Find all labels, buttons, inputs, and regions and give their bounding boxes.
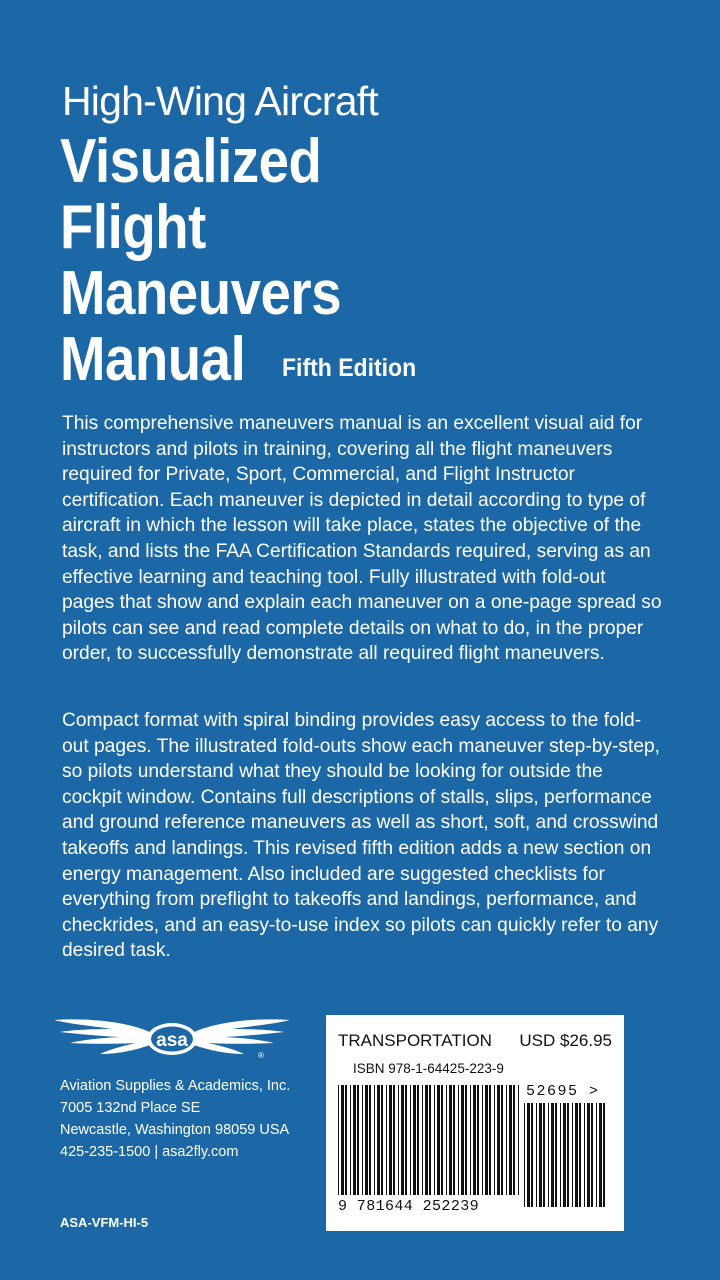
barcode-bar xyxy=(453,1085,455,1195)
winged-asa-logo-icon xyxy=(52,1012,292,1073)
barcode-bar xyxy=(465,1085,467,1195)
publisher-address xyxy=(60,1075,290,1163)
barcode-bar xyxy=(575,1103,578,1207)
cover-subtitle: High-Wing Aircraft xyxy=(62,78,378,124)
barcode-bar xyxy=(369,1085,371,1195)
price-barcode-box xyxy=(326,1015,624,1231)
barcode-bar xyxy=(501,1085,503,1195)
publisher-contact: 425-235-1500 | asa2fly.com xyxy=(60,1144,239,1160)
barcode-bar xyxy=(497,1085,500,1195)
publisher-street: 7005 132nd Place SE xyxy=(60,1100,201,1116)
cover-title-line: Manual xyxy=(60,325,246,394)
barcode-bar xyxy=(587,1103,590,1207)
publisher-name: Aviation Supplies & Academics, Inc. xyxy=(60,1078,291,1094)
barcode-bar xyxy=(591,1103,593,1207)
barcode-digits: 9 781644 252239 xyxy=(338,1198,480,1215)
barcode-bar xyxy=(425,1085,428,1195)
barcode-bar xyxy=(413,1085,416,1195)
description-paragraph: This comprehensive maneuvers manual is an excellent visual aid for instructors and pilots in training, covering all the flight maneuvers required for Private, Sport, Commercial, and Flight Instructor certification. Each maneuver is depicted in detail according to type of aircraft in which the lesson will take place, states the objective of the task, and lists the FAA Certification Standards required, serving as an effective learning and teaching tool. Fully illustrated with fold-out pages that show and explain each maneuver on a one-page spread so pilots can see and read complete details on what to do, in the proper order, to successfully demonstrate all required flight maneuvers. xyxy=(62,413,662,665)
barcode-bar xyxy=(596,1103,597,1207)
barcode-bar xyxy=(357,1085,359,1195)
barcode-bar xyxy=(482,1085,483,1195)
barcode-bar xyxy=(362,1085,363,1195)
barcode-bar xyxy=(584,1103,585,1207)
barcode-bar xyxy=(365,1085,368,1195)
barcode-bar xyxy=(489,1085,491,1195)
barcode-bar xyxy=(405,1085,407,1195)
barcode-bar xyxy=(567,1103,569,1207)
barcode-bar xyxy=(477,1085,479,1195)
barcode-bar xyxy=(461,1085,464,1195)
cover-title-line: Flight xyxy=(60,193,206,262)
barcode-bar xyxy=(377,1085,380,1195)
barcode-bar xyxy=(381,1085,383,1195)
category-label: TRANSPORTATION xyxy=(338,1031,492,1050)
publisher-city: Newcastle, Washington 98059 USA xyxy=(60,1122,290,1138)
barcode-bar xyxy=(551,1103,554,1207)
barcode-bar xyxy=(350,1085,351,1195)
barcode-bar xyxy=(543,1103,545,1207)
barcode-bar xyxy=(470,1085,471,1195)
barcode-bar xyxy=(353,1085,356,1195)
barcode-bar xyxy=(449,1085,452,1195)
barcode-bar xyxy=(579,1103,581,1207)
barcode-bar xyxy=(555,1103,557,1207)
barcode-bar xyxy=(524,1103,525,1207)
barcode-bar xyxy=(509,1085,512,1195)
isbn-barcode xyxy=(338,1085,520,1195)
barcode-bar xyxy=(572,1103,573,1207)
barcode-bar xyxy=(536,1103,537,1207)
barcode-bar xyxy=(506,1085,507,1195)
barcode-bar xyxy=(518,1085,519,1195)
barcode-bar xyxy=(539,1103,542,1207)
barcode-bar xyxy=(458,1085,459,1195)
barcode-bar xyxy=(341,1085,344,1195)
barcode-bar xyxy=(527,1103,530,1207)
barcode-bar xyxy=(494,1085,495,1195)
barcode-bar xyxy=(401,1085,404,1195)
cover-title-line: Visualized xyxy=(60,127,322,196)
barcode-bar xyxy=(434,1085,435,1195)
barcode-bar xyxy=(437,1085,440,1195)
barcode-bar xyxy=(393,1085,395,1195)
barcode-bar xyxy=(603,1103,605,1207)
addon-digits: 52695 > xyxy=(526,1083,600,1100)
price-addon-barcode xyxy=(524,1103,606,1207)
barcode-bar xyxy=(374,1085,375,1195)
barcode-bar xyxy=(513,1085,515,1195)
barcode-bar xyxy=(473,1085,476,1195)
barcode-bar xyxy=(429,1085,431,1195)
logo-text: asa xyxy=(156,1030,188,1051)
cover-title-line: Maneuvers xyxy=(60,259,342,328)
barcode-bar xyxy=(422,1085,423,1195)
barcode-bar xyxy=(386,1085,387,1195)
barcode-bar xyxy=(485,1085,488,1195)
price-label: USD $26.95 xyxy=(519,1031,612,1050)
svg-text:®: ® xyxy=(258,1051,264,1060)
barcode-bar xyxy=(441,1085,443,1195)
barcode-bar xyxy=(389,1085,392,1195)
barcode-bar xyxy=(345,1085,347,1195)
barcode-bar xyxy=(446,1085,447,1195)
barcode-bar xyxy=(560,1103,561,1207)
barcode-bar xyxy=(398,1085,399,1195)
barcode-bar xyxy=(563,1103,566,1207)
barcode-bar xyxy=(417,1085,419,1195)
barcode-bar xyxy=(338,1085,339,1195)
description-paragraph: Compact format with spiral binding provides easy access to the fold-out pages. The illustrated fold-outs show each maneuver step-by-step, so pilots understand what they should be looking for outside the cockpit window. Contains full descriptions of stalls, slips, performance and ground reference maneuvers as well as short, soft, and crosswind takeoffs and landings. This revised fifth edition adds a new section on energy management. Also included are suggested checklists for everything from preflight to takeoffs and landings, performance, and checkrides, and an easy-to-use index so pilots can quickly refer to any desired task. xyxy=(62,710,660,962)
barcode-bar xyxy=(410,1085,411,1195)
product-code: ASA-VFM-HI-5 xyxy=(60,1215,149,1230)
barcode-bar xyxy=(531,1103,533,1207)
edition-label: Fifth Edition xyxy=(282,354,417,382)
barcode-bar xyxy=(548,1103,549,1207)
barcode-bar xyxy=(599,1103,602,1207)
isbn-label: ISBN 978-1-64425-223-9 xyxy=(353,1061,504,1076)
